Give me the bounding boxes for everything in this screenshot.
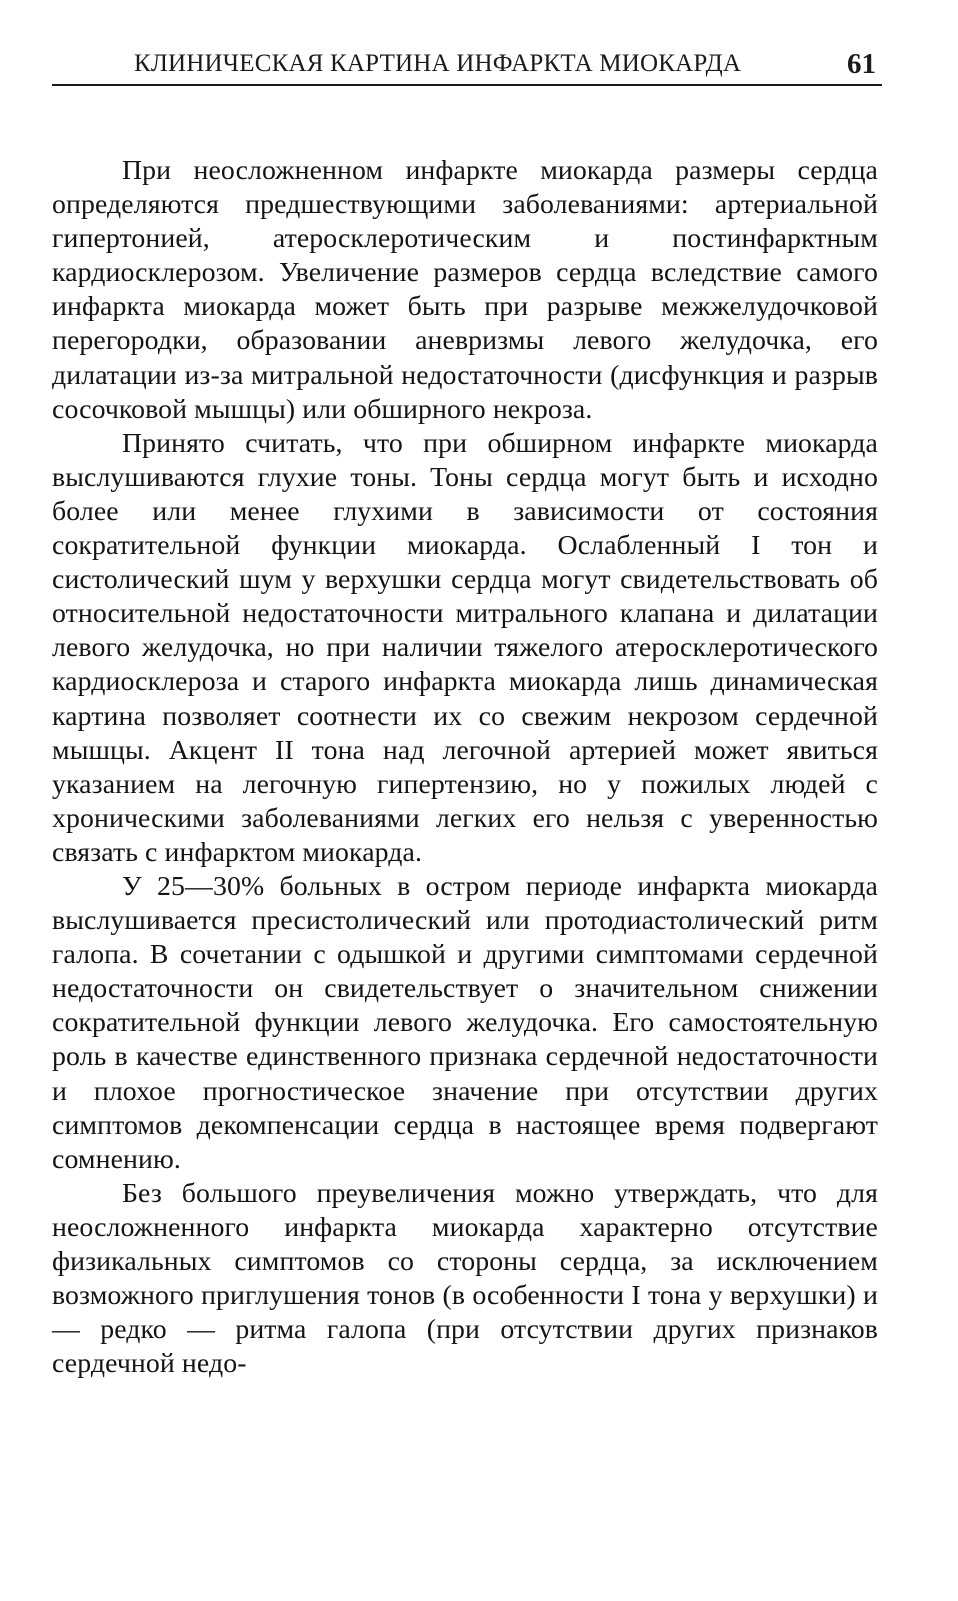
paragraph: У 25—30% больных в остром периоде инфаркта миокарда выслушивается пресистолический или протодиастолический ритм галопа. В сочетании с одышкой и другими симптомами сердечной недостаточности он свидетельствует о значительном снижении сократительной функции левого желудочка. Его самостоятельную роль в качестве единственного признака сердечной недостаточности и плохое прогностическое значение при отсутствии других симптомов декомпенсации сердца в настоящее время подвергают сомнению. — [52, 870, 878, 1175]
paragraph: При неосложненном инфаркте миокарда размеры сердца определяются предшествующими заболеваниями: артериальной гипертонией, атеросклеротическим и постинфарктным кардиосклерозом. Увеличение размеров сердца вследствие самого инфаркта миокарда может быть при разрыве межжелудочковой перегородки, образовании аневризмы левого желудочка, его дилатации из-за митральной недостаточности (дисфункция и разрыв сосочковой мышцы) или обширного некроза. — [52, 155, 878, 425]
page-number: 61 — [847, 48, 876, 80]
paragraph: Без большого преувеличения можно утверждать, что для неосложненного инфаркта миокарда характерно отсутствие физикальных симптомов со стороны сердца, за исключением возможного приглушения тонов (в особенности I тона у верхушки) и — редко — ритма галопа (при отсутствии других признаков сердечной недо- — [52, 1177, 878, 1380]
running-title: КЛИНИЧЕСКАЯ КАРТИНА ИНФАРКТА МИОКАРДА — [134, 50, 742, 77]
running-header — [52, 44, 882, 86]
paragraph: Принято считать, что при обширном инфаркте миокарда выслушиваются глухие тоны. Тоны сердца могут быть и исходно более или менее глухими в зависимости от состояния сократительной функции миокарда. Ослабленный I тон и систолический шум у верхушки сердца могут свидетельствовать об относительной недостаточности митрального клапана и дилатации левого желудочка, но при наличии тяжелого атеросклеротического кардиосклероза и старого инфаркта миокарда лишь динамическая картина позволяет соотнести их со свежим некрозом сердечной мышцы. Акцент II тона над легочной артерией может явиться указанием на легочную гипертензию, но у пожилых людей с хроническими заболеваниями легких его нельзя с уверенностью связать с инфарктом миокарда. — [52, 427, 878, 868]
body-text — [52, 154, 878, 1381]
